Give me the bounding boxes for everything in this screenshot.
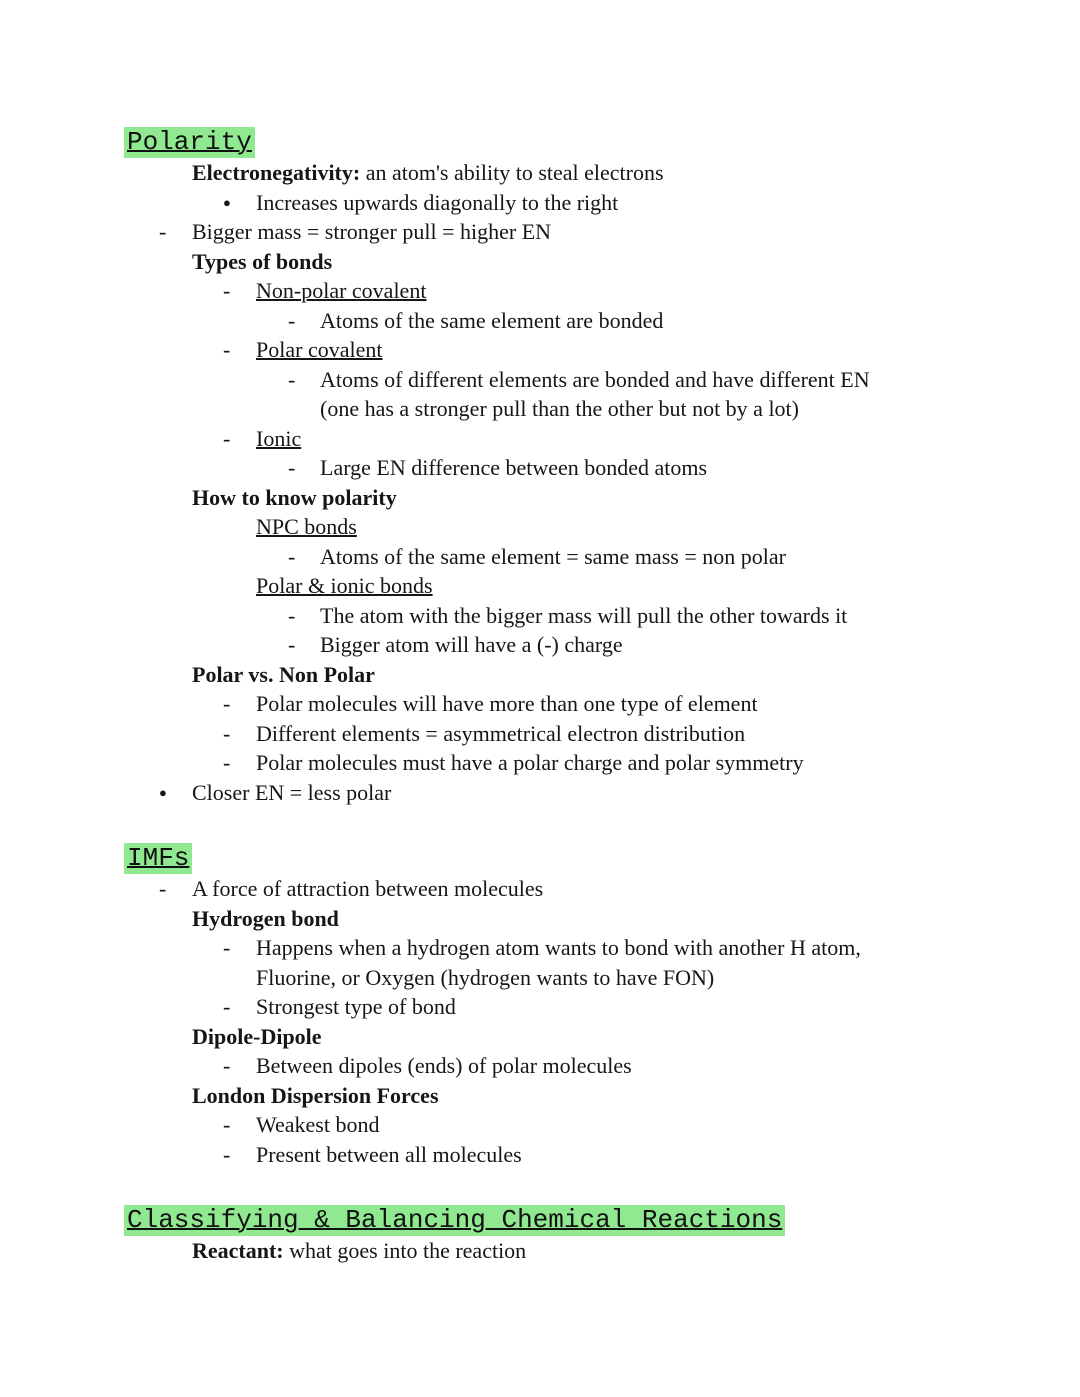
bullet-icon: ● <box>159 784 167 800</box>
list-marker: - <box>288 455 296 480</box>
list-item <box>127 601 980 631</box>
list-item <box>127 512 980 542</box>
list-item <box>127 1081 980 1111</box>
item-text: Different elements = asymmetrical electron distribution <box>256 720 746 746</box>
list-item <box>127 542 980 572</box>
item-text: Polar molecules must have a polar charge and polar symmetry <box>256 750 804 775</box>
list-marker: - <box>223 1141 231 1167</box>
item-bold-text: Electronegativity: <box>192 160 361 185</box>
heading-row <box>127 842 980 874</box>
list-marker: - <box>288 307 296 333</box>
list-item <box>127 874 980 904</box>
list-marker: - <box>223 1112 231 1137</box>
item-bold-text: How to know polarity <box>192 484 397 510</box>
section-imfs <box>127 842 980 1169</box>
list-item <box>127 453 980 483</box>
item-bold-text: Dipole-Dipole <box>192 1023 322 1049</box>
item-bold-text: Types of bonds <box>192 248 333 274</box>
list-marker: - <box>223 994 231 1019</box>
list-marker: - <box>159 876 167 901</box>
item-text: Present between all molecules <box>256 1141 522 1167</box>
list-marker: - <box>223 750 231 775</box>
item-bold-text: London Dispersion Forces <box>192 1082 439 1108</box>
list-item <box>127 660 980 690</box>
item-text: Strongest type of bond <box>256 994 456 1019</box>
item-text: The atom with the bigger mass will pull the other towards it <box>320 602 848 628</box>
list-item <box>127 1110 980 1140</box>
item-bold-text: Reactant: <box>192 1238 284 1263</box>
list-marker: - <box>223 278 231 303</box>
item-text: Happens when a hydrogen atom wants to bond with another H atom, <box>256 935 861 960</box>
item-text: Weakest bond <box>256 1112 380 1137</box>
item-text-line2: (one has a stronger pull than the other but not by a lot) <box>320 396 799 421</box>
list-item <box>127 748 980 778</box>
list-marker: - <box>223 1053 231 1078</box>
list-marker: - <box>288 602 296 628</box>
item-text: Atoms of the same element are bonded <box>320 307 664 333</box>
section-items <box>127 1236 980 1266</box>
item-text: Atoms of different elements are bonded and have different EN <box>320 366 870 392</box>
list-marker: - <box>288 632 296 657</box>
list-item <box>127 689 980 719</box>
item-text: Closer EN = less polar <box>192 779 392 805</box>
list-item <box>127 188 980 218</box>
section-heading-imfs: IMFs <box>124 843 192 874</box>
list-item <box>127 217 980 247</box>
list-item <box>127 158 980 188</box>
list-item <box>127 719 980 749</box>
item-underline-text: Polar covalent <box>256 337 383 362</box>
list-item <box>127 571 980 601</box>
list-marker: - <box>288 366 296 392</box>
item-underline-text: Non-polar covalent <box>256 278 427 303</box>
item-bold-text: Hydrogen bond <box>192 905 339 931</box>
heading-row <box>127 126 980 158</box>
section-heading-polarity: Polarity <box>124 127 255 158</box>
list-item <box>127 276 980 306</box>
section-items <box>127 158 980 807</box>
list-item <box>127 630 980 660</box>
list-item <box>127 483 980 513</box>
list-item <box>127 247 980 277</box>
item-text: Atoms of the same element = same mass = non polar <box>320 543 786 569</box>
section-classifying-balancing <box>127 1204 980 1266</box>
list-marker: - <box>159 219 167 244</box>
list-item <box>127 1140 980 1170</box>
item-text: A force of attraction between molecules <box>192 876 544 901</box>
list-item <box>127 1022 980 1052</box>
list-marker: - <box>223 935 231 960</box>
section-heading-classifying-balancing: Classifying & Balancing Chemical Reactions <box>124 1205 785 1236</box>
list-item <box>127 904 980 934</box>
list-item <box>127 1051 980 1081</box>
list-item <box>127 992 980 1022</box>
list-marker: - <box>223 720 231 746</box>
item-text: Increases upwards diagonally to the right <box>256 189 619 215</box>
section-items <box>127 874 980 1169</box>
section-polarity <box>127 126 980 807</box>
item-underline-text: NPC bonds <box>256 514 357 539</box>
list-marker: - <box>223 691 231 716</box>
list-marker: - <box>288 543 296 569</box>
item-text: Large EN difference between bonded atoms <box>320 455 708 480</box>
item-underline-text: Ionic <box>256 425 302 451</box>
item-text: Polar molecules will have more than one type of element <box>256 691 758 716</box>
list-marker: - <box>223 425 231 451</box>
item-bold-text: Polar vs. Non Polar <box>192 661 375 687</box>
list-item <box>127 424 980 454</box>
item-underline-text: Polar & ionic bonds <box>256 573 433 598</box>
bullet-icon: ● <box>223 194 231 210</box>
list-marker: - <box>223 337 231 362</box>
item-text-line2: Fluorine, or Oxygen (hydrogen wants to have FON) <box>256 964 715 990</box>
item-text: an atom's ability to steal electrons <box>360 160 664 185</box>
list-item <box>127 335 980 365</box>
list-item <box>127 306 980 336</box>
item-text: Bigger atom will have a (-) charge <box>320 632 623 657</box>
item-text: Between dipoles (ends) of polar molecules <box>256 1053 632 1078</box>
heading-row <box>127 1204 980 1236</box>
list-item <box>127 1236 980 1266</box>
list-item <box>127 365 980 424</box>
list-item <box>127 778 980 808</box>
item-text: Bigger mass = stronger pull = higher EN <box>192 219 552 244</box>
item-text: what goes into the reaction <box>283 1238 527 1263</box>
list-item <box>127 933 980 992</box>
